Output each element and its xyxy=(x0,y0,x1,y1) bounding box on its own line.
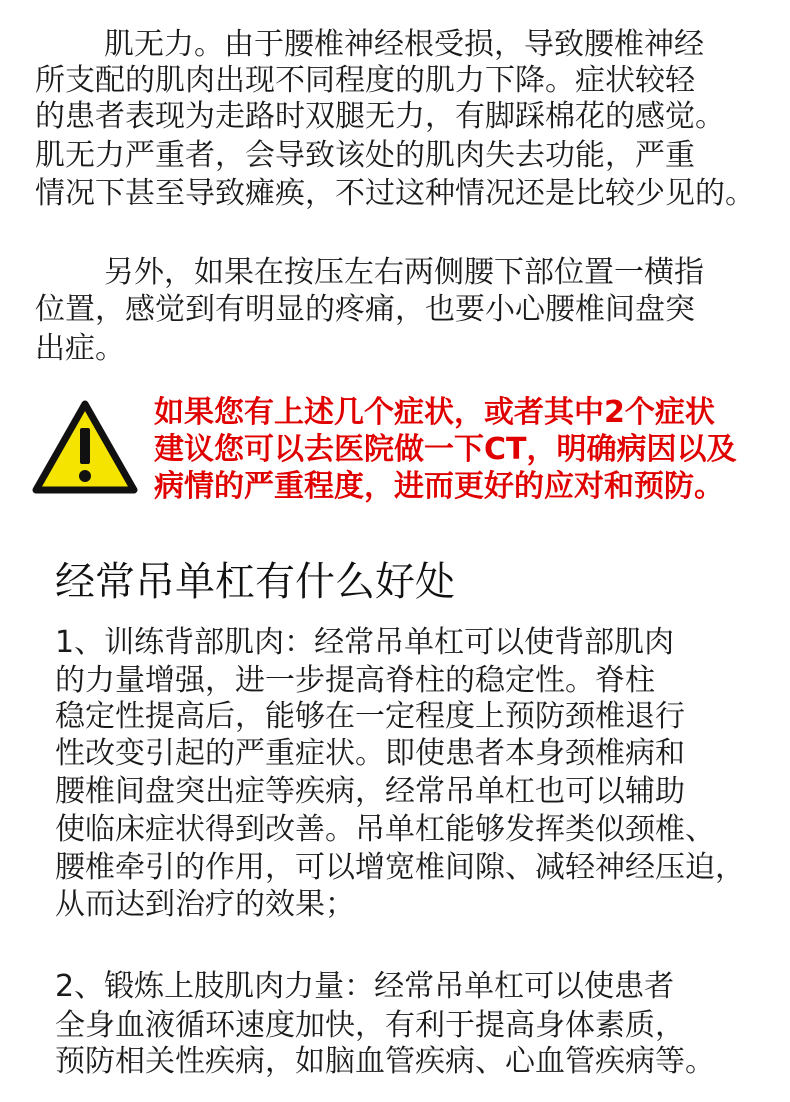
text-line: 所支配的肌肉出现不同程度的肌力下降。症状较轻 xyxy=(35,63,695,98)
text-line: 腰椎间盘突出症等疾病，经常吊单杠也可以辅助 xyxy=(55,774,685,809)
text-line: 1、训练背部肌肉：经常吊单杠可以使背部肌肉 xyxy=(55,625,675,660)
warning-text-line: 病情的严重程度，进而更好的应对和预防。 xyxy=(154,469,724,504)
text-line: 全身血液循环速度加快，有利于提高身体素质， xyxy=(55,1008,685,1043)
text-line: 性改变引起的严重症状。即使患者本身颈椎病和 xyxy=(55,736,685,771)
text-line: 使临床症状得到改善。吊单杠能够发挥类似颈椎、 xyxy=(55,812,715,847)
text-line: 的力量增强，进一步提高脊柱的稳定性。脊柱 xyxy=(55,663,655,698)
text-line: 稳定性提高后，能够在一定程度上预防颈椎退行 xyxy=(55,699,685,734)
text-line: 位置，感觉到有明显的疼痛，也要小心腰椎间盘突 xyxy=(35,292,695,327)
section-heading: 经常吊单杠有什么好处 xyxy=(55,559,455,605)
text-line: 的患者表现为走路时双腿无力，有脚踩棉花的感觉。 xyxy=(35,99,725,134)
text-line: 肌无力。由于腰椎神经根受损，导致腰椎神经 xyxy=(104,27,704,62)
text-line: 另外，如果在按压左右两侧腰下部位置一横指 xyxy=(104,255,704,290)
text-line: 从而达到治疗的效果； xyxy=(55,887,355,922)
warning-text-line: 如果您有上述几个症状，或者其中2个症状 xyxy=(154,395,715,430)
text-line: 情况下甚至导致瘫痪，不过这种情况还是比较少见的。 xyxy=(35,176,755,211)
text-line: 肌无力严重者，会导致该处的肌肉失去功能，严重 xyxy=(35,138,695,173)
text-line: 预防相关性疾病，如脑血管疾病、心血管疾病等。 xyxy=(55,1044,715,1079)
warning-triangle-icon xyxy=(32,400,138,496)
text-line: 出症。 xyxy=(35,331,125,366)
warning-text-line: 建议您可以去医院做一下CT，明确病因以及 xyxy=(154,432,737,467)
text-line: 2、锻炼上肢肌肉力量：经常吊单杠可以使患者 xyxy=(55,969,675,1004)
text-line: 腰椎牵引的作用，可以增宽椎间隙、减轻神经压迫， xyxy=(55,850,745,885)
